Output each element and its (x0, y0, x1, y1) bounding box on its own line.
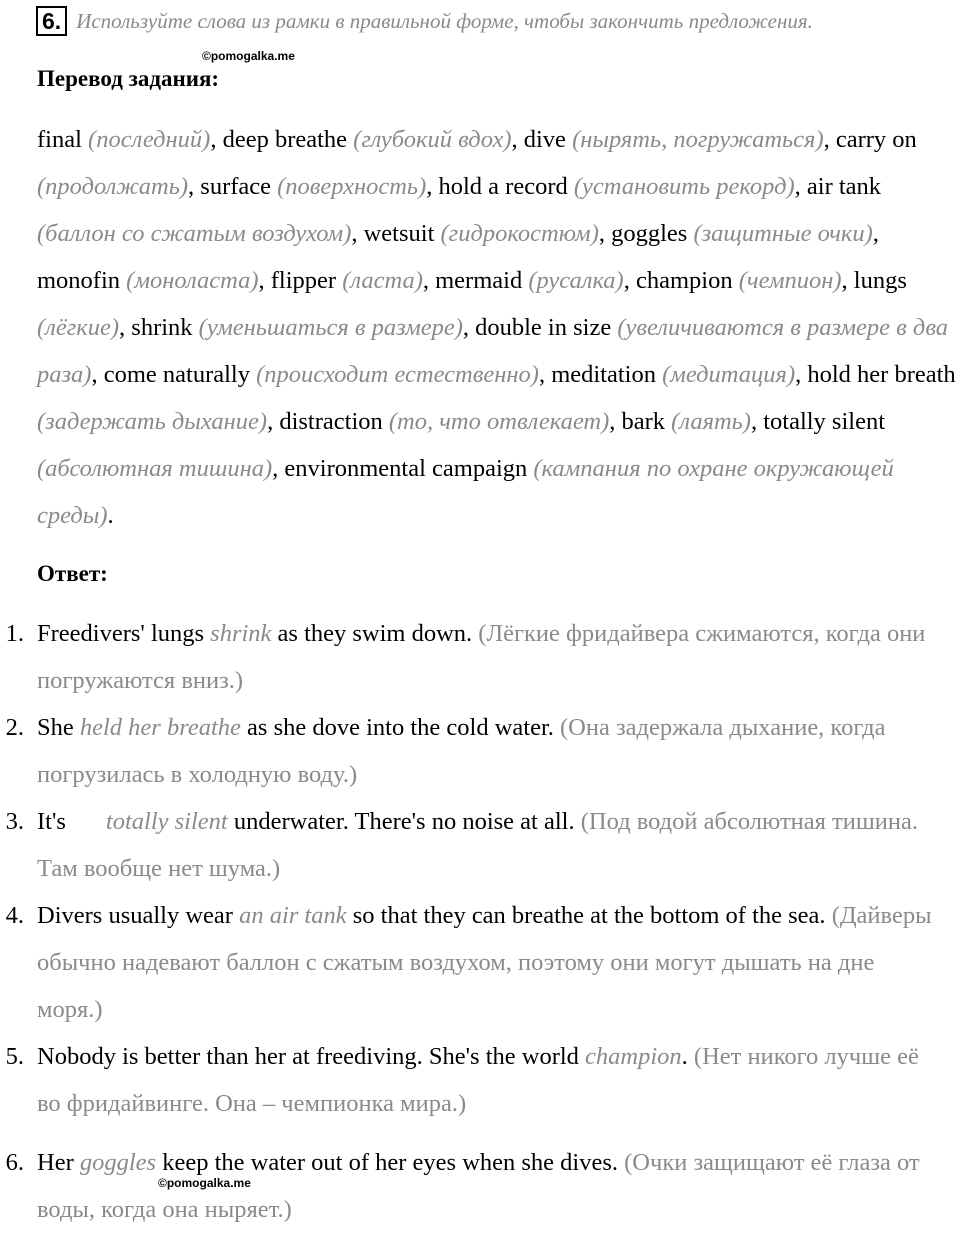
answer-translation: (Нет никого лучше её во фридайвинге. Она – чемпионка мира.) (37, 1043, 919, 1117)
vocab-separator: , (210, 126, 223, 153)
vocab-word: bark (621, 408, 666, 435)
vocab-translation: (последний) (88, 126, 211, 153)
answer-filled-word: an air tank (239, 902, 347, 929)
vocab-word: monofin (37, 267, 121, 294)
vocab-separator: , (119, 314, 132, 341)
answer-filled-word: champion (585, 1043, 682, 1070)
answer-text-before: Nobody is better than her at freediving. She's the world (37, 1043, 586, 1070)
vocab-translation: (русалка) (528, 267, 624, 294)
vocab-translation: (моноласта) (126, 267, 259, 294)
vocab-separator: , (609, 408, 622, 435)
answer-number: 2. (5, 714, 24, 741)
vocab-word: champion (635, 267, 733, 294)
vocab-separator: , (351, 220, 364, 247)
answer-translation: (Она задержала дыхание, когда погрузилась в холодную воду.) (37, 714, 886, 788)
answer-number: 6. (5, 1149, 24, 1176)
vocab-word: flipper (270, 267, 337, 294)
vocab-separator: , (426, 173, 439, 200)
translation-heading: Перевод задания: (37, 66, 220, 91)
answer-item (0, 892, 960, 1033)
vocab-separator: , (422, 267, 436, 294)
vocab-translation: (продолжать) (37, 173, 189, 200)
answer-item (0, 704, 960, 798)
vocab-separator: . (107, 502, 114, 529)
vocab-separator: , (267, 408, 280, 435)
watermark-top: ©pomogalka.me (202, 49, 295, 63)
answer-list (0, 610, 960, 1233)
vocab-translation: (медитация) (662, 361, 796, 388)
vocab-separator: , (841, 267, 854, 294)
vocab-word: lungs (853, 267, 907, 294)
vocab-separator: , (872, 220, 879, 247)
answer-heading: Ответ: (37, 561, 108, 586)
vocab-translation: (уменьшаться в размере) (198, 314, 463, 341)
answer-filled-word: goggles (79, 1149, 157, 1176)
answer-item (0, 1033, 960, 1127)
vocab-separator: , (258, 267, 271, 294)
vocab-translation: (поверхность) (277, 173, 427, 200)
vocab-separator: , (795, 361, 808, 388)
watermark-bottom: ©pomogalka.me (158, 1176, 251, 1190)
vocab-word: carry on (835, 126, 917, 153)
vocab-translation: (чемпион) (738, 267, 842, 294)
answer-text-before: Freedivers' lungs (37, 620, 211, 647)
vocab-translation: (увеличиваются в размере в два раза) (37, 314, 949, 388)
vocab-word: goggles (611, 220, 688, 247)
vocab-word: hold her breath (807, 361, 956, 388)
vocab-separator: , (462, 314, 476, 341)
vocab-translation: (лаять) (671, 408, 751, 435)
vocab-separator: , (91, 361, 104, 388)
answer-text-after: as they swim down. (271, 620, 473, 647)
vocab-translation: (нырять, погружаться) (572, 126, 824, 153)
answer-number: 5. (5, 1043, 24, 1070)
answer-translation: (Дайверы обычно надевают баллон с сжатым воздухом, поэтому они могут дышать на дне моря.) (37, 902, 932, 1023)
vocab-word: wetsuit (363, 220, 435, 247)
answer-number: 1. (5, 620, 24, 647)
vocab-word: mermaid (435, 267, 523, 294)
vocab-translation: (происходит естественно) (256, 361, 539, 388)
vocab-word: deep breathe (222, 126, 348, 153)
answer-item (0, 1139, 960, 1233)
task-number: 6. (36, 6, 67, 36)
vocab-word: distraction (279, 408, 383, 435)
vocab-translation: (абсолютная тишина) (37, 455, 273, 482)
answer-translation: (Лёгкие фридайвера сжимаются, когда они погружаются вниз.) (37, 620, 926, 694)
answer-text-after: as she dove into the cold water. (240, 714, 554, 741)
answer-filled-word: totally silent (105, 808, 228, 835)
answer-translation: (Очки защищают её глаза от воды, когда она ныряет.) (37, 1149, 920, 1223)
answer-filled-word: shrink (210, 620, 272, 647)
answer-text-before: It's (37, 808, 66, 835)
vocab-word: final (37, 126, 82, 153)
vocab-separator: , (794, 173, 807, 200)
task-header (36, 6, 813, 36)
answer-text-after: underwater. There's no noise at all. (227, 808, 575, 835)
vocab-separator: , (188, 173, 201, 200)
vocab-word: meditation (551, 361, 656, 388)
vocab-separator: , (511, 126, 524, 153)
answer-filled-word: held her breathe (79, 714, 241, 741)
vocab-separator: , (538, 361, 552, 388)
answer-number: 3. (5, 808, 24, 835)
vocab-translation: (лёгкие) (37, 314, 120, 341)
vocab-translation: (задержать дыхание) (37, 408, 268, 435)
vocab-word: double in size (475, 314, 612, 341)
vocab-word: come naturally (103, 361, 250, 388)
vocab-translation: (то, что отвлекает) (388, 408, 610, 435)
vocab-translation: (баллон со сжатым воздухом) (37, 220, 352, 247)
answer-text-before: She (37, 714, 80, 741)
answer-text-after: . (681, 1043, 688, 1070)
vocab-separator: , (272, 455, 285, 482)
answer-item (0, 610, 960, 704)
answer-text-before: Her (37, 1149, 80, 1176)
vocab-word: air tank (806, 173, 882, 200)
vocabulary-paragraph (37, 116, 959, 539)
vocab-word: totally silent (763, 408, 886, 435)
vocab-translation: (защитные очки) (693, 220, 873, 247)
vocab-word: dive (523, 126, 566, 153)
vocab-separator: , (598, 220, 612, 247)
answer-item (0, 798, 960, 892)
answer-text-after: keep the water out of her eyes when she dives. (156, 1149, 619, 1176)
vocab-separator: , (823, 126, 836, 153)
vocab-separator: , (623, 267, 636, 294)
answer-text-after: so that they can breathe at the bottom of the sea. (346, 902, 826, 929)
vocab-separator: , (750, 408, 764, 435)
task-instruction: Используйте слова из рамки в правильной форме, чтобы закончить предложения. (76, 8, 813, 33)
vocab-word: hold a record (438, 173, 568, 200)
vocab-word: shrink (131, 314, 193, 341)
vocab-word: environmental campaign (284, 455, 528, 482)
vocab-translation: (кампания по охране окружающей среды) (37, 455, 894, 529)
vocab-translation: (глубокий вдох) (353, 126, 512, 153)
answer-translation: (Под водой абсолютная тишина. Там вообще нет шума.) (37, 808, 918, 882)
vocab-translation: (установить рекорд) (573, 173, 795, 200)
vocab-translation: (гидрокостюм) (440, 220, 599, 247)
vocab-translation: (ласта) (342, 267, 423, 294)
vocab-word: surface (200, 173, 272, 200)
answer-number: 4. (5, 902, 24, 929)
answer-text-before: Divers usually wear (37, 902, 240, 929)
